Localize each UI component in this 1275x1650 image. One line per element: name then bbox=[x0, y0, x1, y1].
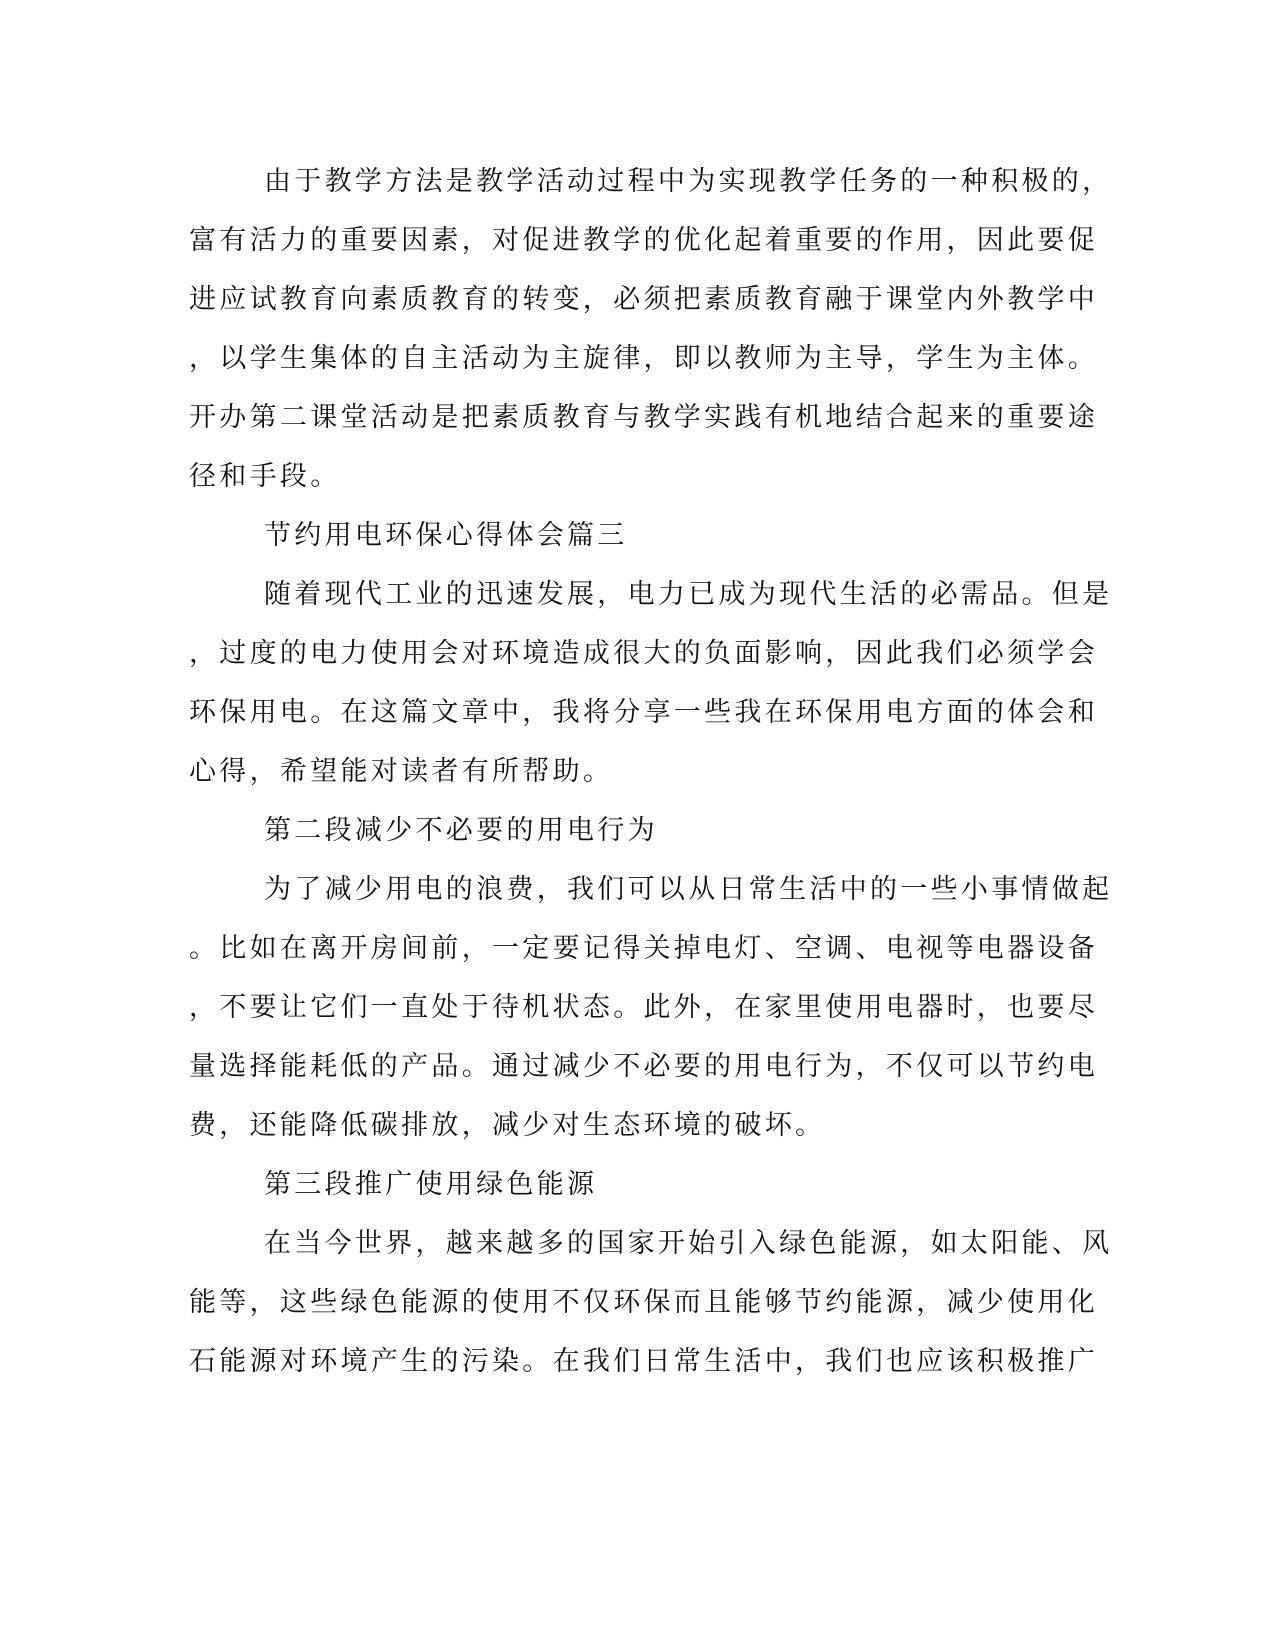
paragraph-line: ，以学生集体的自主活动为主旋律，即以教师为主导，学生为主体。 bbox=[189, 343, 1098, 374]
section-heading: 第二段减少不必要的用电行为 bbox=[264, 815, 658, 846]
paragraph-line: 量选择能耗低的产品。通过减少不必要的用电行为，不仅可以节约电 bbox=[189, 1051, 1098, 1082]
paragraph-line: 为了减少用电的浪费，我们可以从日常生活中的一些小事情做起 bbox=[264, 874, 1113, 905]
paragraph-line: 石能源对环境产生的污染。在我们日常生活中，我们也应该积极推广 bbox=[189, 1346, 1098, 1377]
paragraph-line: 心得，希望能对读者有所帮助。 bbox=[189, 756, 614, 787]
paragraph-line: 由于教学方法是教学活动过程中为实现教学任务的一种积极的， bbox=[264, 166, 1113, 197]
paragraph-line: 富有活力的重要因素，对促进教学的优化起着重要的作用，因此要促 bbox=[189, 225, 1098, 256]
paragraph-line: 能等，这些绿色能源的使用不仅环保而且能够节约能源，减少使用化 bbox=[189, 1287, 1098, 1318]
paragraph-line: 径和手段。 bbox=[189, 461, 341, 492]
paragraph-line: 。比如在离开房间前，一定要记得关掉电灯、空调、电视等电器设备 bbox=[189, 933, 1098, 964]
paragraph-line: 随着现代工业的迅速发展，电力已成为现代生活的必需品。但是 bbox=[264, 579, 1113, 610]
paragraph-line: 进应试教育向素质教育的转变，必须把素质教育融于课堂内外教学中 bbox=[189, 284, 1098, 315]
paragraph-line: ，不要让它们一直处于待机状态。此外，在家里使用电器时，也要尽 bbox=[189, 992, 1098, 1023]
paragraph-line: 开办第二课堂活动是把素质教育与教学实践有机地结合起来的重要途 bbox=[189, 402, 1098, 433]
paragraph-line: 费，还能降低碳排放，减少对生态环境的破坏。 bbox=[189, 1110, 826, 1141]
section-heading: 节约用电环保心得体会篇三 bbox=[264, 520, 628, 551]
paragraph-line: 环保用电。在这篇文章中，我将分享一些我在环保用电方面的体会和 bbox=[189, 697, 1098, 728]
paragraph-line: 在当今世界，越来越多的国家开始引入绿色能源，如太阳能、风 bbox=[264, 1228, 1113, 1259]
paragraph-line: ，过度的电力使用会对环境造成很大的负面影响，因此我们必须学会 bbox=[189, 638, 1098, 669]
section-heading: 第三段推广使用绿色能源 bbox=[264, 1169, 598, 1200]
